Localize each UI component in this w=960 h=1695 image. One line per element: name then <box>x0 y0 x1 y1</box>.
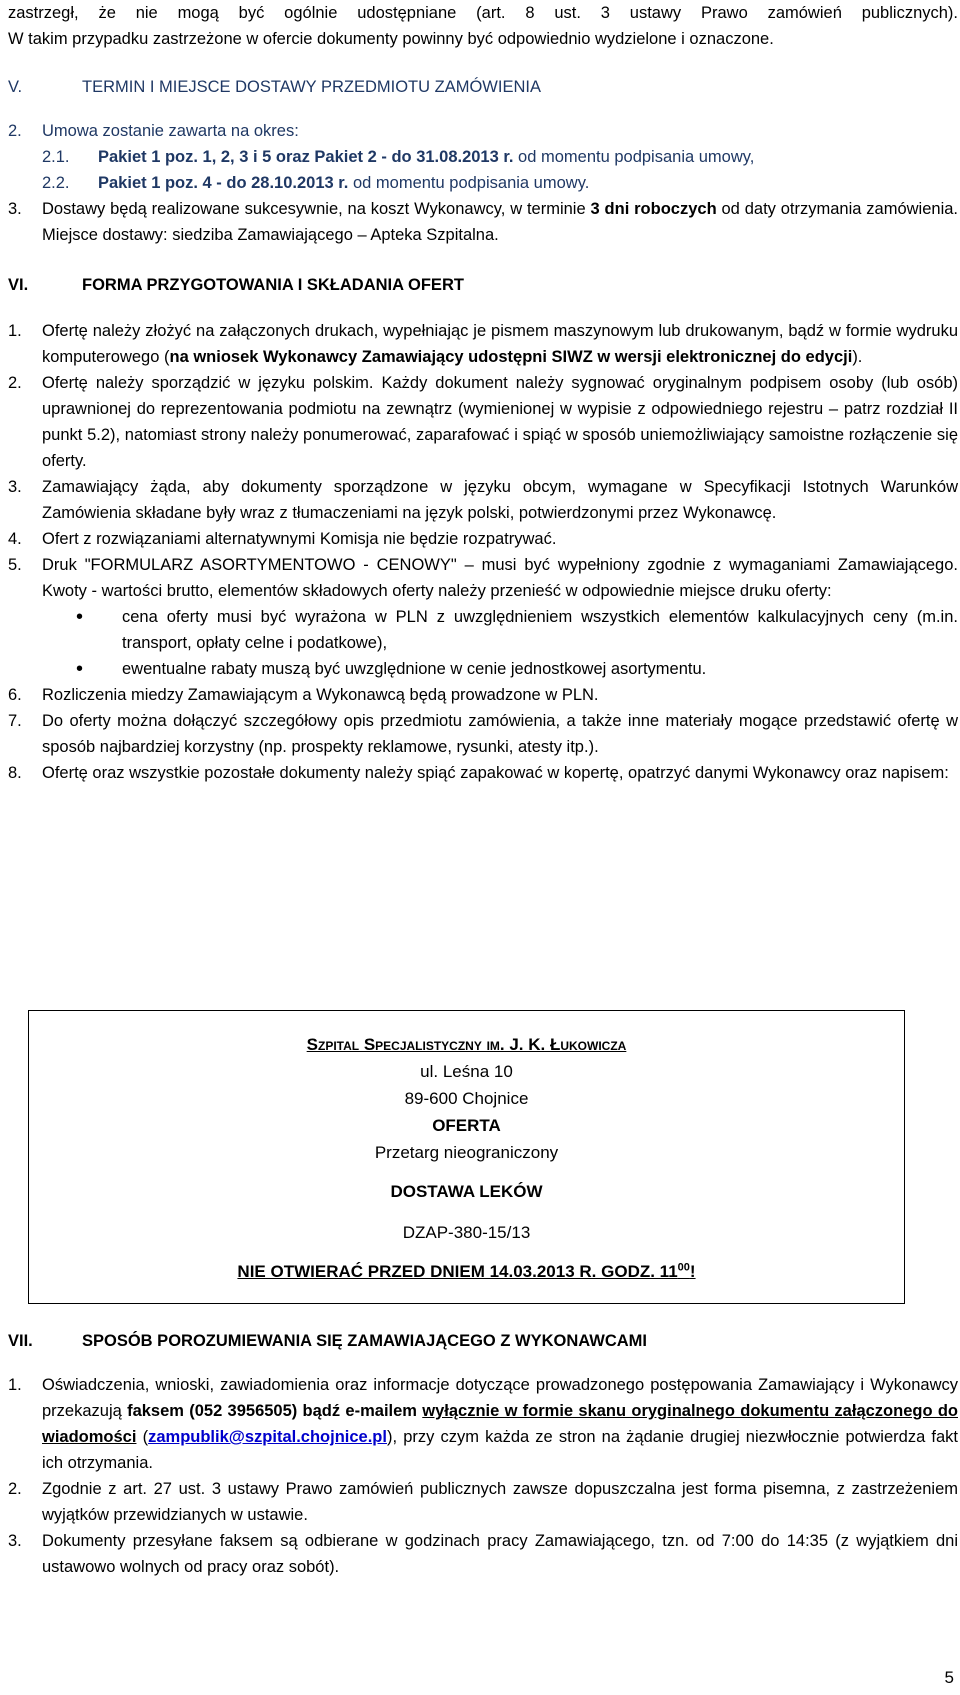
item-text: Dostawy będą realizowane sukcesywnie, na koszt Wykonawcy, w terminie 3 dni roboczych od daty otrzymania zamówienia. Miejsce dostawy: siedziba Zamawiającego – Apteka Szpitalna. <box>42 200 959 244</box>
section-6-body <box>8 318 958 786</box>
email-link[interactable]: zampublik@szpital.chojnice.pl <box>148 1428 387 1446</box>
page-number: 5 <box>944 1668 954 1687</box>
section-7-heading <box>8 1328 958 1354</box>
item-text: Zamawiający żąda, aby dokumenty sporządzone w języku obcym, wymagane w Specyfikacji Istotnych Warunków Zamówienia składane były wraz z tłumaczeniami na język polski, potwierdzonymi przez Wykonawcę. <box>42 478 958 522</box>
street-address: ul. Leśna 10 <box>420 1062 513 1081</box>
bullet-item-2 <box>76 656 958 682</box>
item-number: 6. <box>8 686 22 704</box>
item-number: 1. <box>8 322 22 340</box>
sub-rest: od momentu podpisania umowy, <box>513 148 755 166</box>
item-text: Ofertę należy sporządzić w języku polskim. Każdy dokument należy sygnować oryginalnym podpisem osoby (lub osób) uprawnionej do reprezentowania podmiotu na zewnątrz (wymienionej w wypisie z odpowiedniego rejestru – patrz rozdział II punkt 5.2), natomiast strony należy ponumerować, zaparafować i spiąć w sposób uniemożliwiający samoistne rozłączenie się oferty. <box>42 374 958 470</box>
bullet-text: ewentualne rabaty muszą być uwzględnione w cenie jednostkowej asortymentu. <box>122 660 707 678</box>
intro-line-2: W takim przypadku zastrzeżone w ofercie dokumenty powinny być odpowiednio wydzielone i oznaczone. <box>8 30 774 48</box>
section-7-title: SPOSÓB POROZUMIEWANIA SIĘ ZAMAWIAJĄCEGO Z WYKONAWCAMI <box>82 1332 647 1350</box>
section-5-item-3 <box>8 196 958 248</box>
do-not-open-warning: NIE OTWIERAĆ PRZED DNIEM 14.03.2013 R. GODZ. $11^{00}$! <box>237 1261 696 1281</box>
item-number: 2. <box>8 122 22 140</box>
section-6-item-7 <box>8 708 958 760</box>
item-number: 3. <box>8 1532 22 1550</box>
item-number: 4. <box>8 530 22 548</box>
sub-bold: Pakiet 1 poz. 4 - do 28.10.2013 r. <box>98 174 349 192</box>
section-6-heading <box>8 272 958 298</box>
section-5-number: V. <box>8 78 23 96</box>
section-7-item-i2 <box>8 1476 958 1528</box>
item-number: 3. <box>8 478 22 496</box>
envelope-label-box <box>28 1010 905 1304</box>
item-text: Zgodnie z art. 27 ust. 3 ustawy Prawo zamówień publicznych zawsze dopuszczalna jest forma pisemna, z zastrzeżeniem wyjątków przewidzianych w ustawie. <box>42 1480 958 1524</box>
intro-line-1: zastrzegł, że nie mogą być ogólnie udostępniane (art. 8 ust. 3 ustawy Prawo zamówień publicznych). <box>8 4 958 22</box>
section-5-body <box>8 118 958 196</box>
subject-label: DOSTAWA LEKÓW <box>390 1182 543 1201</box>
section-7-items <box>8 1372 958 1580</box>
document-page <box>8 0 958 786</box>
section-6-item-1 <box>8 318 958 370</box>
item-number: 1. <box>8 1376 22 1394</box>
section-6-item-6 <box>8 682 958 708</box>
section-5-heading <box>8 74 958 100</box>
item-number: 2. <box>8 374 22 392</box>
section-6-item-8 <box>8 760 958 786</box>
item-text: Do oferty można dołączyć szczegółowy opis przedmiotu zamówienia, a także inne materiały mogące przedstawić ofertę w sposób najbardziej korzystny (np. prospekty reklamowe, rysunki, atesty itp.). <box>42 712 958 756</box>
item-text: Ofertę należy złożyć na załączonych drukach, wypełniając je pismem maszynowym lub drukowanym, bądź w formie wydruku komputerowego (na wniosek Wykonawcy Zamawiający udostępni SIWZ w wersji elektronicznej do edycji). <box>42 322 958 366</box>
bullet-text: cena oferty musi być wyrażona w PLN z uwzględnieniem wszystkich elementów kalkulacyjnych ceny (m.in. transport, opłaty celne i podatkowe), <box>122 608 958 652</box>
intro-paragraph <box>8 0 958 52</box>
item-number: 7. <box>8 712 22 730</box>
sub-number: 2.1. <box>42 148 70 166</box>
city-address: 89-600 Chojnice <box>404 1089 529 1108</box>
item-number: 5. <box>8 556 22 574</box>
sub-number: 2.2. <box>42 174 70 192</box>
item-text: Ofert z rozwiązaniami alternatywnymi Komisja nie będzie rozpatrywać. <box>42 530 557 548</box>
hospital-name: Szpital Specjalistyczny im. J. K. Łukowicza <box>306 1035 627 1054</box>
section-6-number: VI. <box>8 276 29 294</box>
bullet-icon: • <box>76 658 84 680</box>
section-7-content <box>8 1328 958 1354</box>
section-5-title: TERMIN I MIEJSCE DOSTAWY PRZEDMIOTU ZAMÓWIENIA <box>82 78 541 96</box>
tender-type: Przetarg nieograniczony <box>374 1143 559 1162</box>
section-6-item-3 <box>8 474 958 526</box>
section-5-item-2 <box>8 118 958 144</box>
item-text: Druk "FORMULARZ ASORTYMENTOWO - CENOWY" – musi być wypełniony zgodnie z wymaganiami Zamawiającego. Kwoty - wartości brutto, elementów składowych oferty należy przenieść w odpowiednie miejsce druku oferty: <box>42 556 958 600</box>
item-text: Rozliczenia miedzy Zamawiającym a Wykonawcą będą prowadzone w PLN. <box>42 686 599 704</box>
item-text: Oświadczenia, wnioski, zawiadomienia oraz informacje dotyczące prowadzonego postępowania Zamawiający i Wykonawcy przekazują faksem (052 3956505) bądź e-mailem wyłącznie w formie skanu oryginalnego dokumentu załączonego do wiadomości (zampublik@szpital.chojnice.pl), przy czym każda ze stron na żądanie drugiej niezwłocznie potwierdza fakt ich otrzymania. <box>42 1376 958 1472</box>
sub-rest: od momentu podpisania umowy. <box>348 174 590 192</box>
section-6-item-2 <box>8 370 958 474</box>
item-number: 2. <box>8 1480 22 1498</box>
bullet-item-1 <box>76 604 958 656</box>
section-5-sub-2-1 <box>8 144 958 170</box>
section-7-item-i3 <box>8 1528 958 1580</box>
item-text: Ofertę oraz wszystkie pozostałe dokumenty należy spiąć zapakować w kopertę, opatrzyć danymi Wykonawcy oraz napisem: <box>42 764 949 782</box>
sub-bold: Pakiet 1 poz. 1, 2, 3 i 5 oraz Pakiet 2 - do 31.08.2013 r. <box>98 148 514 166</box>
item-text: Dokumenty przesyłane faksem są odbierane w godzinach pracy Zamawiającego, tzn. od 7:00 do 14:35 (z wyjątkiem dni ustawowo wolnych od pracy oraz sobót). <box>42 1532 958 1576</box>
offer-label: OFERTA <box>432 1116 501 1135</box>
item-number: 8. <box>8 764 22 782</box>
section-6-title: FORMA PRZYGOTOWANIA I SKŁADANIA OFERT <box>82 276 464 294</box>
item-text: Umowa zostanie zawarta na okres: <box>42 122 299 140</box>
section-6-item-4 <box>8 526 958 552</box>
section-6-item-5 <box>8 552 958 604</box>
section-7-number: VII. <box>8 1332 33 1350</box>
section-7-item-i1 <box>8 1372 958 1476</box>
section-5-sub-2-2 <box>8 170 958 196</box>
item-number: 3. <box>8 200 22 218</box>
reference-number: DZAP-380-15/13 <box>402 1223 531 1242</box>
bullet-icon: • <box>76 606 84 628</box>
